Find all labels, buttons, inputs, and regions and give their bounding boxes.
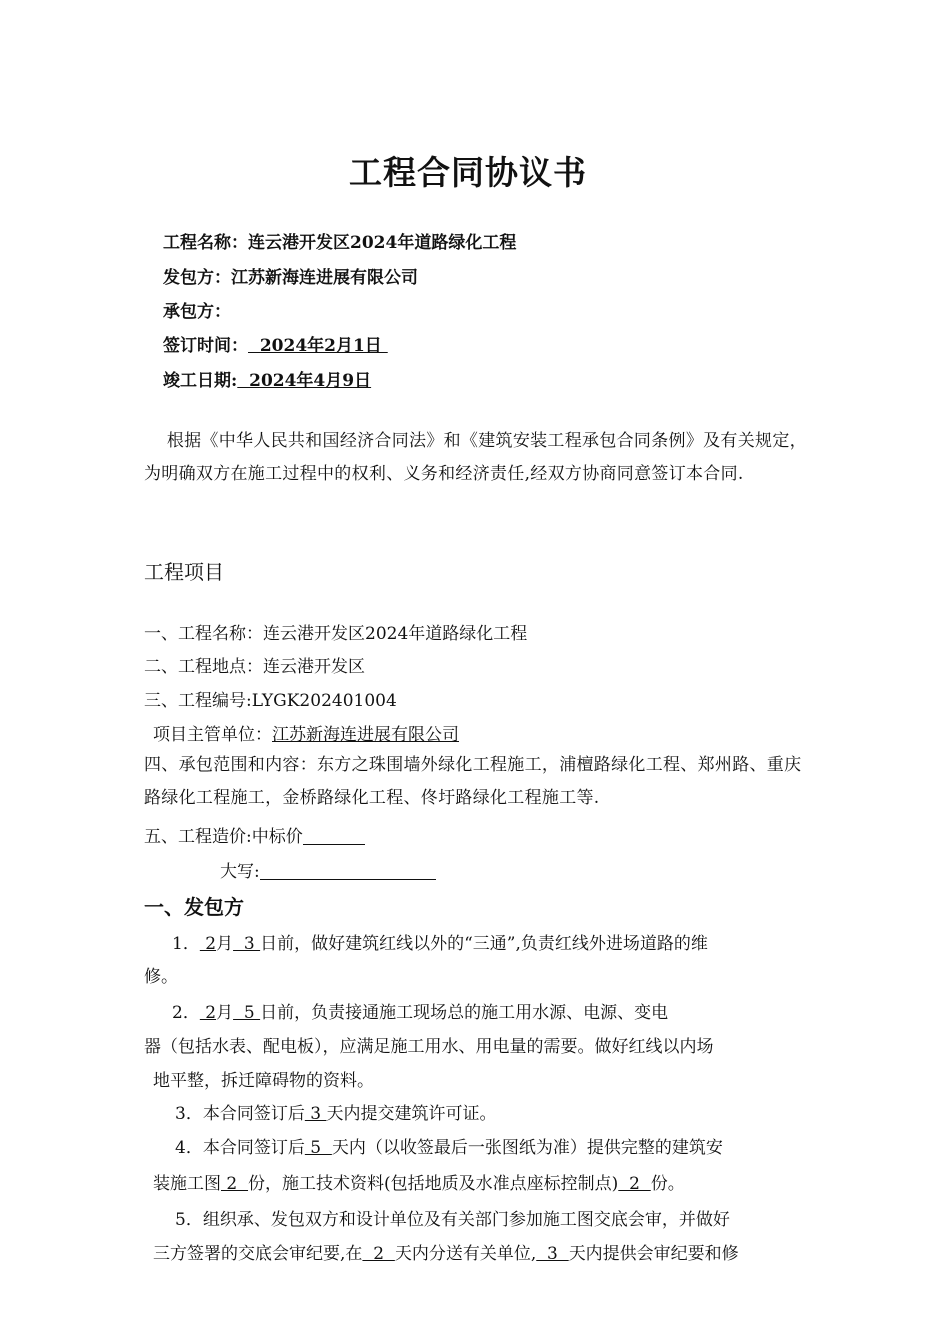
intro-paragraph: 根据《中华人民共和国经济合同法》和《建筑安装工程承包合同条例》及有关规定，为明确双方在施工过程中的权利、义务和经济责任,经双方协商同意签订本合同. xyxy=(144,431,807,484)
clause-2-month: 2 xyxy=(199,1003,217,1023)
sign-date-value: 2024年2月1日 xyxy=(248,336,388,356)
clause-2-month-unit: 月 xyxy=(216,1003,234,1023)
clause-2-line-2: 器（包括水表、配电板），应满足施工用水、用电量的需要。做好红线以内场 xyxy=(144,1037,714,1057)
clause-1-text: 日前，做好建筑红线以外的“三通”,负责红线外进场道路的维 xyxy=(260,934,708,954)
employer-line xyxy=(163,263,418,288)
clause-4-line-2 xyxy=(153,1169,685,1194)
clause-5-days-1: 2 xyxy=(362,1244,395,1264)
clause-3-text-a: 3．本合同签订后 xyxy=(175,1104,305,1124)
clause-1-day: 3 xyxy=(233,934,261,954)
clause-2-text: 日前，负责接通施工现场总的施工用水源、电源、变电 xyxy=(260,1003,669,1023)
clause-3-days: 3 xyxy=(304,1104,327,1124)
item-supervisor-line xyxy=(153,720,459,745)
finish-date-line xyxy=(163,366,371,391)
clause-2-line-1 xyxy=(172,998,668,1023)
clause-4-text-c: 装施工图 xyxy=(153,1174,221,1194)
clause-5-text-d: 天内提供会审纪要和修 xyxy=(568,1244,739,1264)
clause-3-line xyxy=(175,1099,496,1124)
clause-1-line-2: 修。 xyxy=(144,967,178,987)
employer-label: 发包方： xyxy=(163,268,231,288)
clause-5-days-2: 3 xyxy=(536,1244,569,1264)
clause-4-text-e: 份。 xyxy=(650,1174,685,1194)
employer-value: 江苏新海连进展有限公司 xyxy=(231,268,418,288)
supervisor-label: 项目主管单位： xyxy=(153,725,272,745)
clause-5-text-c: 天内分送有关单位, xyxy=(394,1244,537,1264)
capital-label: 大写: xyxy=(220,862,260,882)
clause-1-line-1 xyxy=(172,929,708,954)
clause-4-copies-docs: 2 xyxy=(618,1174,651,1194)
clause-5-line-2 xyxy=(153,1239,739,1264)
sign-date-line xyxy=(163,331,388,356)
price-label: 五、工程造价:中标价 xyxy=(144,827,303,847)
project-name-value: 连云港开发区2024年道路绿化工程 xyxy=(248,233,517,253)
clause-4-text-a: 4．本合同签订后 xyxy=(175,1138,305,1158)
finish-date-value: 2024年4月9日 xyxy=(237,371,372,391)
item-price-line xyxy=(144,822,365,847)
contractor-line xyxy=(163,297,231,322)
item-project-name: 一、工程名称：连云港开发区2024年道路绿化工程 xyxy=(144,624,528,644)
clause-3-text-b: 天内提交建筑许可证。 xyxy=(326,1104,497,1124)
clause-2-line-3: 地平整，拆迁障碍物的资料。 xyxy=(153,1071,374,1091)
finish-date-label: 竣工日期: xyxy=(163,371,238,391)
clause-1-number: 1． xyxy=(172,934,200,954)
clause-2-day: 5 xyxy=(233,1003,261,1023)
document-title: 工程合同协议书 xyxy=(349,153,587,192)
clause-2-number: 2． xyxy=(172,1003,200,1023)
contractor-label: 承包方： xyxy=(163,302,231,322)
project-name-label: 工程名称： xyxy=(163,233,248,253)
clause-1-month-unit: 月 xyxy=(216,934,234,954)
clause-4-line-1 xyxy=(175,1133,723,1158)
item-project-location: 二、工程地点：连云港开发区 xyxy=(144,657,365,677)
price-blank xyxy=(303,826,365,845)
sign-date-label: 签订时间： xyxy=(163,336,248,356)
capital-blank xyxy=(260,861,436,880)
section-heading-project: 工程项目 xyxy=(144,560,224,584)
item-scope: 四、承包范围和内容：东方之珠围墙外绿化工程施工，浦檀路绿化工程、郑州路、重庆路绿化工程施工，金桥路绿化工程、佟圩路绿化工程施工等. xyxy=(144,755,802,808)
project-name-line xyxy=(163,228,516,253)
clause-4-text-b: 天内（以收签最后一张图纸为准）提供完整的建筑安 xyxy=(331,1138,723,1158)
section-heading-employer: 一、发包方 xyxy=(144,895,244,919)
clause-4-copies-drawings: 2 xyxy=(221,1174,249,1194)
clause-4-days: 5 xyxy=(304,1138,332,1158)
clause-1-month: 2 xyxy=(199,934,217,954)
clause-5-line-1: 5．组织承、发包双方和设计单位及有关部门参加施工图交底会审，并做好 xyxy=(175,1210,730,1230)
item-project-number: 三、工程编号:LYGK202401004 xyxy=(144,691,397,711)
clause-5-text-b: 三方签署的交底会审纪要,在 xyxy=(153,1244,363,1264)
supervisor-value: 江苏新海连进展有限公司 xyxy=(272,725,459,745)
clause-4-text-d: 份，施工技术资料(包括地质及水准点座标控制点) xyxy=(248,1174,619,1194)
item-capital-line xyxy=(220,857,436,882)
